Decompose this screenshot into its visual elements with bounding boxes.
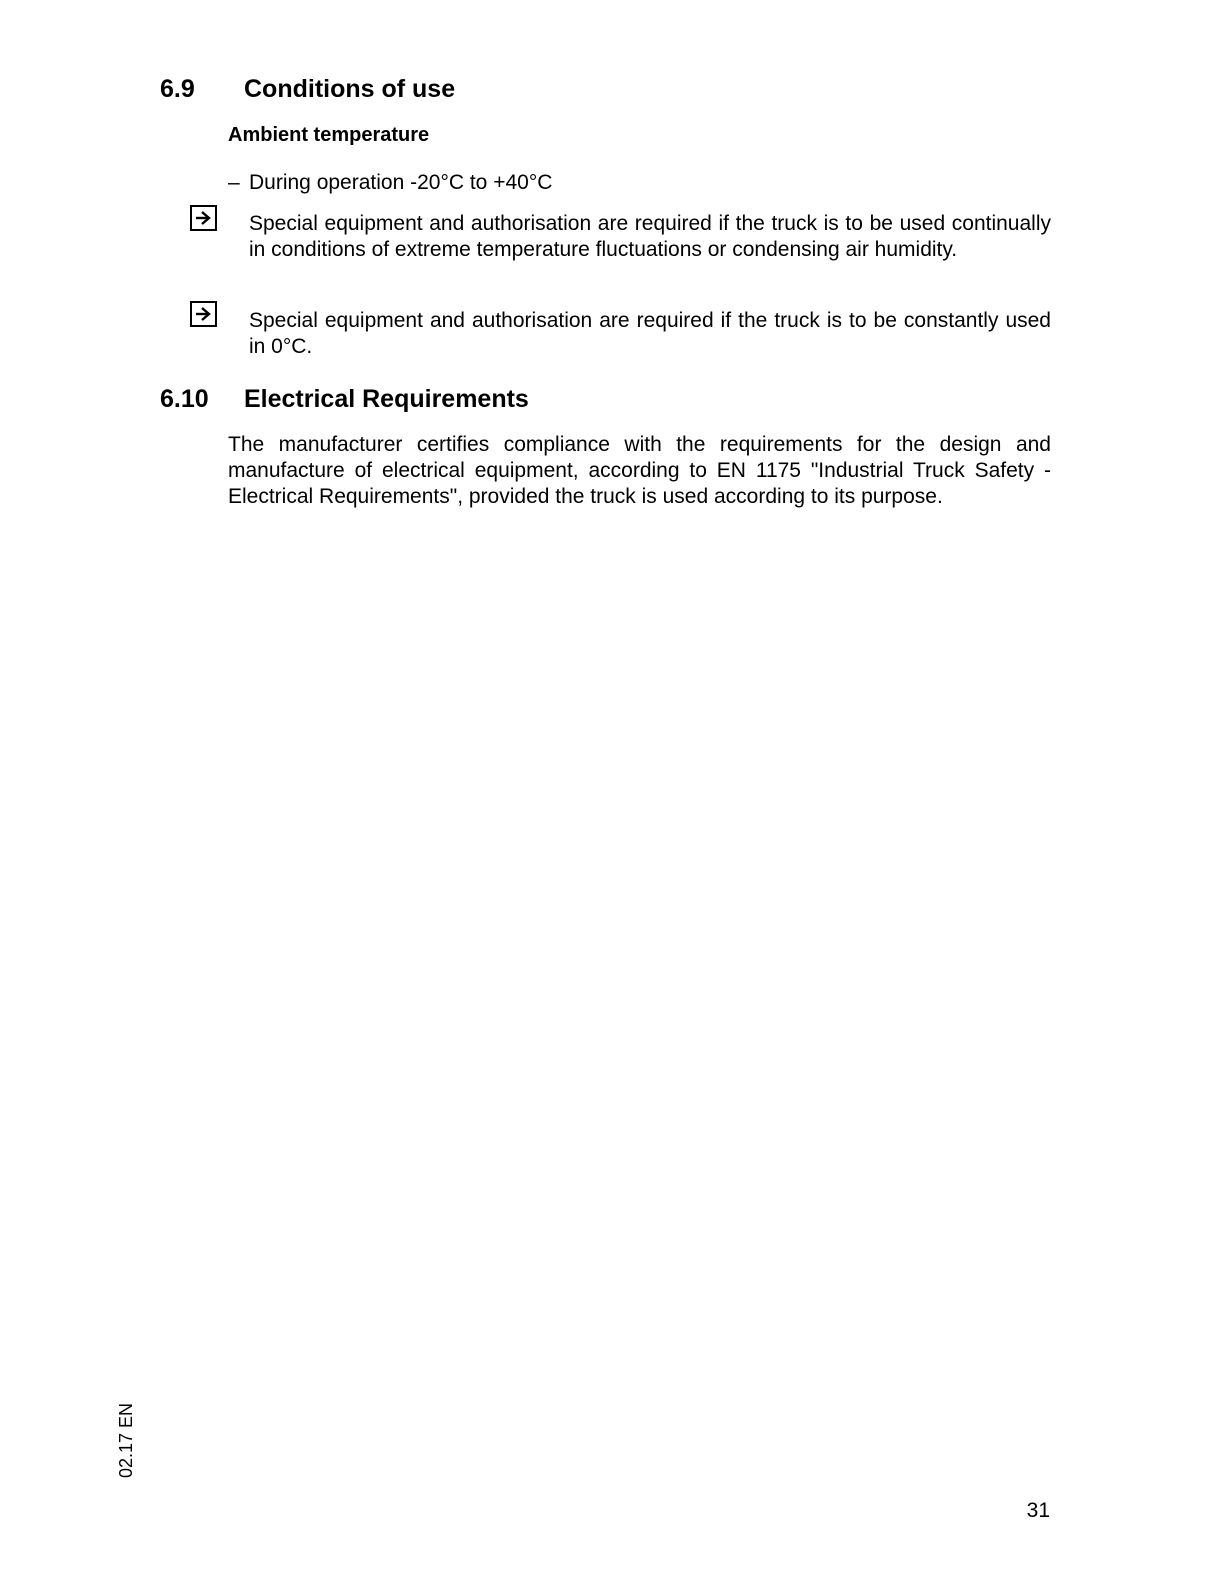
note-text: Special equipment and authorisation are required if the truck is to be used continually in conditions of extreme temperature fluctuations or condensing air humidity. (249, 212, 1051, 261)
section-heading-6-9 (160, 74, 455, 104)
section-number: 6.9 (160, 75, 195, 103)
section-title: Conditions of use (244, 75, 456, 103)
subheading-ambient-temperature: Ambient temperature (228, 124, 430, 146)
page-number: 31 (1026, 1499, 1050, 1522)
section-heading-6-10 (160, 384, 529, 414)
body-paragraph: The manufacturer certifies compliance with the requirements for the design and manufacture of electrical equipment, according to EN 1175 "Industrial Truck Safety - Electrical Requirements", provided the truck is used according to its purpose. (228, 433, 1051, 508)
side-label-text: 02.17 EN (116, 1402, 136, 1478)
list-bullet: – (228, 171, 240, 194)
arrow-right-box-icon (190, 301, 217, 327)
note-text: Special equipment and authorisation are required if the truck is to be constantly used in 0°C. (249, 309, 1051, 358)
side-version-label (113, 1398, 139, 1478)
section-number: 6.10 (160, 385, 209, 413)
arrow-right-box-icon (190, 205, 217, 231)
list-item-text: During operation -20°C to +40°C (249, 171, 553, 194)
section-title: Electrical Requirements (244, 385, 529, 413)
list-item (228, 170, 552, 196)
